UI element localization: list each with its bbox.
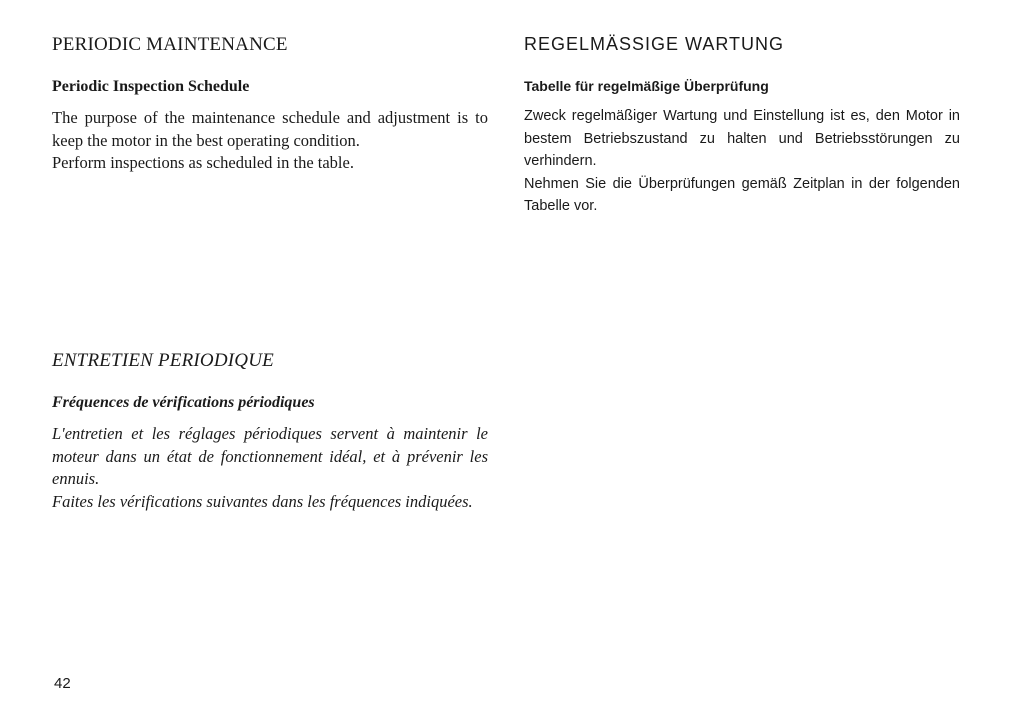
french-title: ENTRETIEN PERIODIQUE [52,350,274,371]
french-paragraph-2: Faites les vérifications suivantes dans les fréquences indiquées. [52,491,473,511]
german-subtitle: Tabelle für regelmäßige Überprüfung [524,78,769,94]
french-body [52,423,488,513]
page-number: 42 [54,675,71,692]
german-paragraph-2: Nehmen Sie die Überprüfungen gemäß Zeitplan in der folgenden Tabelle vor. [524,175,960,214]
english-subtitle: Periodic Inspection Schedule [52,78,250,95]
french-section [52,350,488,513]
english-body [52,107,488,175]
english-paragraph-1: The purpose of the maintenance schedule and adjustment is to keep the motor in the best operating condition. [52,108,488,150]
english-title: PERIODIC MAINTENANCE [52,34,288,55]
german-title: REGELMÄSSIGE WARTUNG [524,34,785,54]
german-paragraph-1: Zweck regelmäßiger Wartung und Einstellung ist es, den Motor in bestem Betriebszustand zu halten und Betriebsstörungen zu verhindern. [524,108,960,169]
french-paragraph-1: L'entretien et les réglages périodiques servent à maintenir le moteur dans un état de fonctionnement idéal, et à prévenir les ennuis. [52,424,488,488]
english-paragraph-2: Perform inspections as scheduled in the table. [52,153,354,172]
french-subtitle: Fréquences de vérifications périodiques [52,394,315,411]
german-section [524,34,960,218]
english-section [52,34,488,175]
german-body [524,105,960,218]
